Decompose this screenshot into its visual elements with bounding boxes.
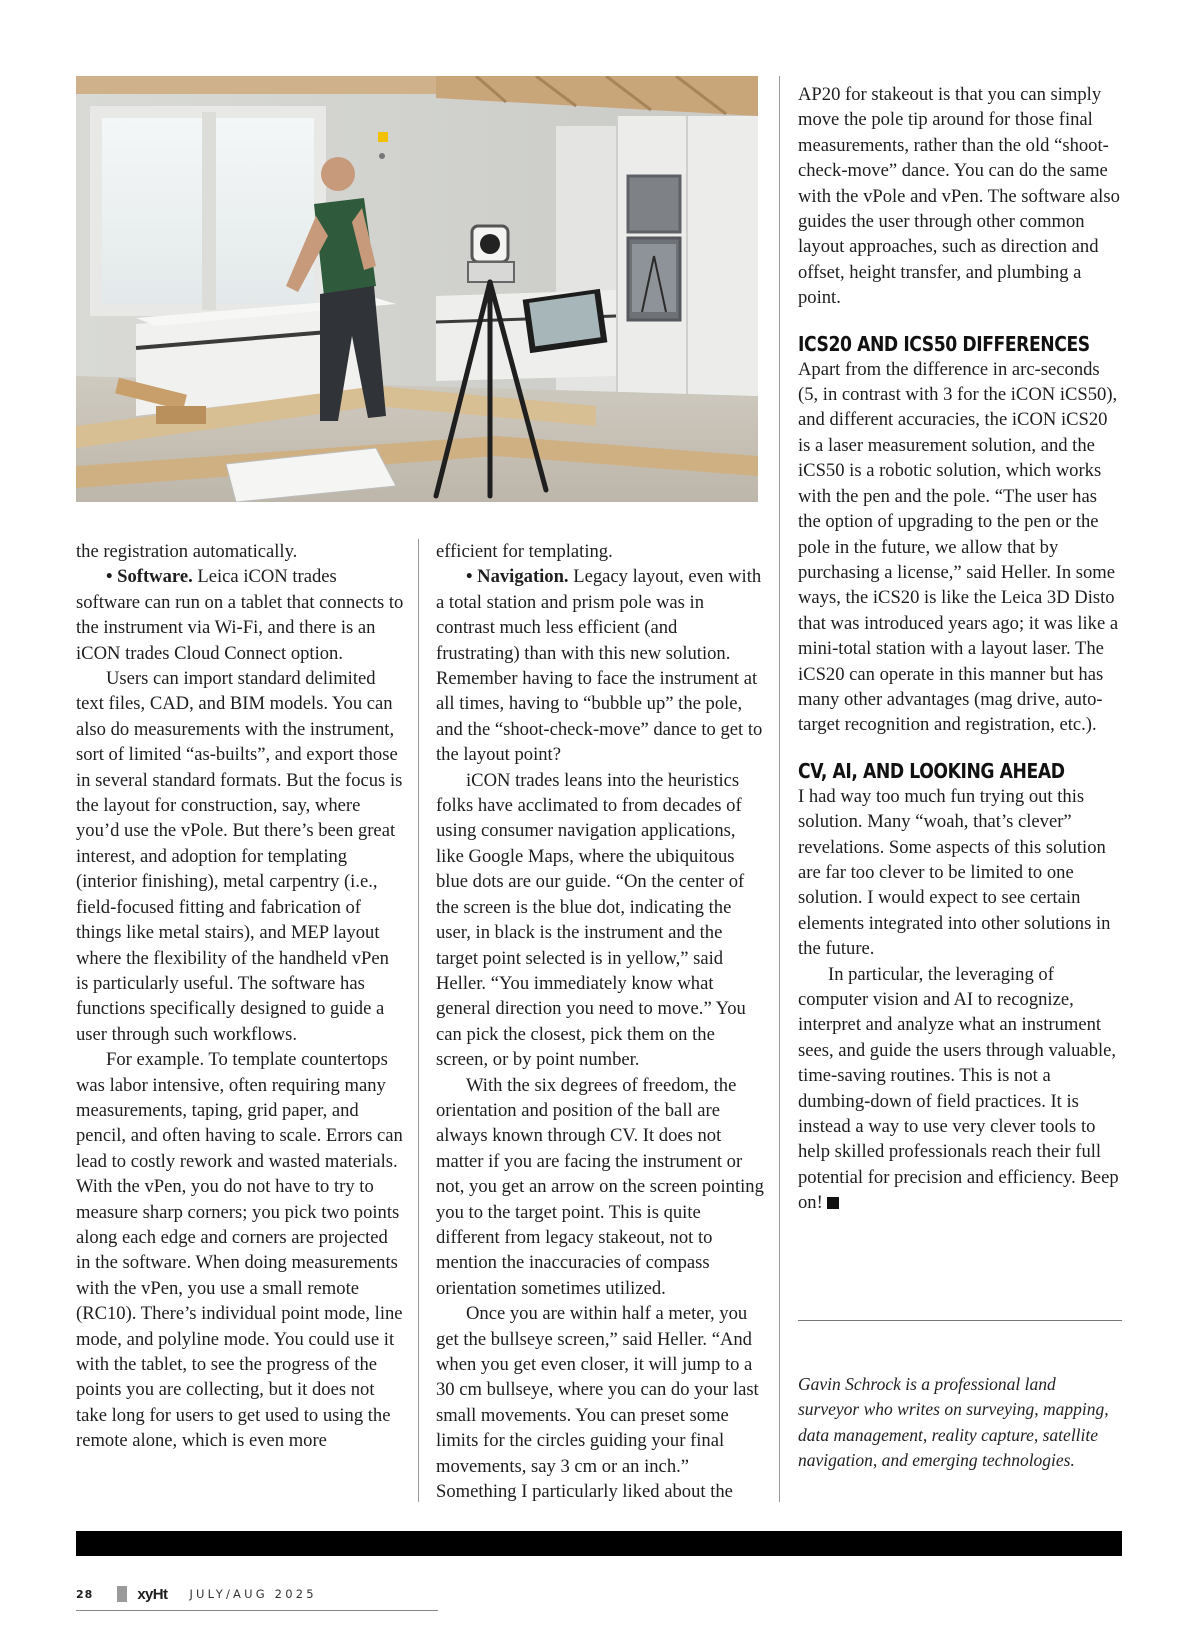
paragraph bbox=[76, 564, 404, 666]
lead-in: • Software. bbox=[106, 566, 193, 588]
paragraph bbox=[436, 564, 764, 767]
paragraph bbox=[798, 962, 1124, 1216]
paragraph-text: In particular, the leveraging of computer vision and AI to recognize, interpret and analyze what an instrument sees, and guide the users through valuable, time-saving routines. This is not a dumbing-down of field practices. It is instead a way to use very clever tools to help skilled professionals reach their full potential for precision and efficiency. Beep on! bbox=[798, 963, 1119, 1214]
construction-kitchen-layout-photo bbox=[76, 76, 758, 502]
paragraph: Once you are within half a meter, you get the bullseye screen,” said Heller. “And when you get even closer, it will jump to a 30 cm bullseye, where you can do your last small movements. You can preset some limits for the circles guiding your final movements, say 3 cm or an inch.” Something I particularly liked about the bbox=[436, 1303, 759, 1503]
paragraph-text: Legacy layout, even with a total station and prism pole was in contrast much less efficient (and frustrating) than with this new solution. Remember having to face the instrument at all times, having to “bubble up” the pole, and the “shoot-check-move” dance to get to the layout point? bbox=[436, 566, 763, 766]
article-column-2 bbox=[436, 539, 764, 1504]
article-photo bbox=[76, 76, 758, 502]
footer-divider-block bbox=[117, 1586, 127, 1602]
paragraph: Users can import standard delimited text files, CAD, and BIM models. You can also do measurements with the instrument, sort of limited “as-builts”, and export those in several standard formats. But the focus is the layout for construction, say, where you’d use the vPole. But there’s been great interest, and adoption for templating (interior finishing), metal carpentry (i.e., field-focused fitting and fabrication of things like metal stairs), and MEP layout where the flexibility of the handheld vPen is particularly useful. The software has functions specifically designed to guide a user through such workflows. bbox=[76, 668, 403, 1045]
column-divider bbox=[779, 76, 780, 1502]
paragraph: iCON trades leans into the heuristics folks have acclimated to from decades of using consumer navigation applications, like Google Maps, where the ubiquitous blue dots are our guide. “On the center of the screen is the blue dot, indicating the user, in black is the instrument and the target point selected is in yellow,” said Heller. “You immediately know what general direction you need to move.” You can pick the closest, pick them on the screen, or by point number. bbox=[436, 769, 746, 1071]
paragraph: With the six degrees of freedom, the orientation and position of the ball are always known through CV. It does not matter if you are facing the instrument or not, you get an arrow on the screen pointing you to the target point. This is quite different from legacy stakeout, not to mention the inaccuracies of compass orientation sometimes utilized. bbox=[436, 1074, 764, 1299]
article-column-3 bbox=[798, 82, 1124, 1216]
section-heading: CV, AI, AND LOOKING AHEAD bbox=[798, 758, 1065, 783]
lead-in: • Navigation. bbox=[466, 566, 569, 588]
author-bio: Gavin Schrock is a professional land surveyor who writes on surveying, mapping, data management, reality capture, satellite navigation, and emerging technologies. bbox=[798, 1374, 1109, 1471]
article-column-1 bbox=[76, 539, 404, 1454]
magazine-brand: xyHt bbox=[137, 1585, 168, 1603]
paragraph-text: Leica iCON trades software can run on a tablet that connects to the instrument via Wi-Fi, and there is an iCON trades Cloud Connect option. bbox=[76, 566, 404, 664]
page-number: 28 bbox=[76, 1587, 94, 1601]
section-heading: ICS20 AND ICS50 DIFFERENCES bbox=[798, 331, 1090, 356]
page-footer bbox=[76, 1583, 317, 1605]
paragraph: For example. To template countertops was labor intensive, often requiring many measurements, taping, grid paper, and pencil, and often having to scale. Errors can lead to costly rework and wasted materials. With the vPen, you do not have to try to measure sharp corners; you pick two points along each edge and corners are projected in the software. When doing measurements with the vPen, you use a small remote (RC10). There’s individual point mode, line mode, and polyline mode. You could use it with the tablet, to see the progress of the points you are collecting, but it does not take long for users to get used to using the remote alone, which is even more bbox=[76, 1049, 403, 1452]
paragraph: efficient for templating. bbox=[436, 541, 613, 562]
issue-date: JULY/AUG 2025 bbox=[189, 1587, 317, 1601]
paragraph: the registration automatically. bbox=[76, 541, 298, 562]
bio-divider bbox=[798, 1320, 1122, 1321]
column-divider bbox=[418, 539, 419, 1502]
footer-rule bbox=[76, 1610, 438, 1611]
footer-bar bbox=[76, 1531, 1122, 1556]
end-of-article-icon bbox=[827, 1197, 839, 1209]
paragraph: Apart from the difference in arc-seconds (5, in contrast with 3 for the iCON iCS50), and different accuracies, the iCON iCS20 is a laser measurement solution, and the iCS50 is a robotic solution, which works with the pen and the pole. “The user has the option of upgrading to the pen or the pole in the future, we allow that by purchasing a license,” said Heller. In some ways, the iCS20 is like the Leica 3D Disto that was introduced years ago; it was like a mini-total station with a layout laser. The iCS20 can operate in this manner but has many other advantages (mag drive, auto-target recognition and registration, etc.). bbox=[798, 358, 1119, 736]
paragraph: AP20 for stakeout is that you can simply move the pole tip around for those final measurements, rather than the old “shoot-check-move” dance. You can do the same with the vPole and vPen. The software also guides the user through other common layout approaches, such as direction and offset, height transfer, and plumbing a point. bbox=[798, 84, 1120, 309]
paragraph: I had way too much fun trying out this solution. Many “woah, that’s clever” revelations. Some aspects of this solution are far too clever to be limited to one solution. I would expect to see certain elements integrated into other solutions in the future. bbox=[798, 785, 1111, 960]
